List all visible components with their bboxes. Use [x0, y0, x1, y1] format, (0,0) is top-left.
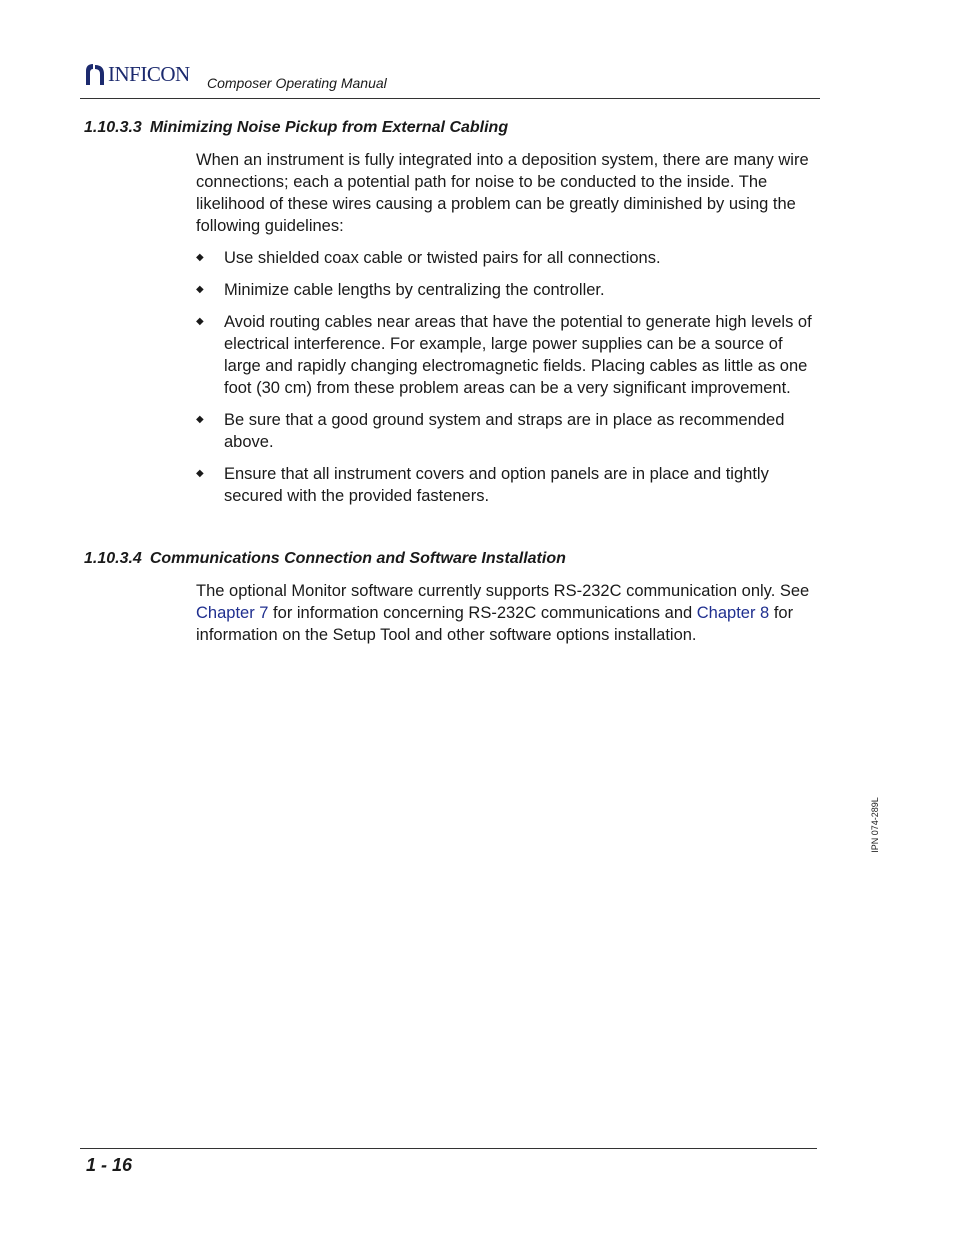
ipn-code: IPN 074-289L	[870, 797, 880, 853]
list-item-text: Be sure that a good ground system and straps are in place as recommended above.	[224, 411, 785, 451]
list-item	[196, 463, 818, 507]
diamond-bullet-icon: ◆	[196, 468, 204, 479]
diamond-bullet-icon: ◆	[196, 316, 204, 327]
paragraph-text: for information on the Setup Tool and other software options installation.	[196, 604, 794, 644]
diamond-bullet-icon: ◆	[196, 414, 204, 425]
logo-text: INFICON	[108, 61, 190, 86]
footer-divider	[80, 1148, 817, 1149]
section-title: Communications Connection and Software Installation	[149, 550, 566, 567]
list-item-text: Avoid routing cables near areas that have the potential to generate high levels of electrical interference. For example, large power supplies can be a source of large and rapidly changing electromagnetic fields. Placing cables as little as one foot (30 cm) from these problem areas can be a very significant improvement.	[224, 313, 812, 397]
section-number: 1.10.3.3	[84, 119, 142, 136]
guideline-list	[196, 247, 818, 517]
list-item	[196, 311, 818, 399]
section-heading-noise-pickup	[84, 119, 508, 137]
list-item	[196, 279, 818, 301]
document-title: Composer Operating Manual	[207, 75, 387, 91]
list-item	[196, 409, 818, 453]
header-divider	[80, 98, 820, 99]
communications-paragraph	[196, 580, 818, 646]
section-heading-communications	[84, 550, 566, 568]
diamond-bullet-icon: ◆	[196, 284, 204, 295]
list-item-text: Ensure that all instrument covers and option panels are in place and tightly secured with the provided fasteners.	[224, 465, 769, 505]
list-item-text: Minimize cable lengths by centralizing the controller.	[224, 281, 605, 299]
list-item-text: Use shielded coax cable or twisted pairs for all connections.	[224, 249, 661, 267]
diamond-bullet-icon: ◆	[196, 252, 204, 263]
chapter-8-link[interactable]: Chapter 8	[696, 604, 770, 622]
list-item	[196, 247, 818, 269]
section-title: Minimizing Noise Pickup from External Cabling	[149, 119, 509, 136]
page-number: 1 - 16	[86, 1155, 133, 1175]
inficon-logo-mark-icon	[82, 61, 106, 87]
chapter-7-link[interactable]: Chapter 7	[196, 604, 269, 622]
section-number: 1.10.3.4	[84, 550, 142, 567]
paragraph-text: for information concerning RS-232C communications and	[268, 604, 697, 622]
intro-paragraph: When an instrument is fully integrated into a deposition system, there are many wire connections; each a potential path for noise to be conducted to the inside. The likelihood of these wires causing a problem can be greatly diminished by using the following guidelines:	[196, 151, 809, 235]
paragraph-text: The optional Monitor software currently supports RS-232C communication only. See	[196, 582, 810, 600]
inficon-logo	[82, 60, 190, 88]
